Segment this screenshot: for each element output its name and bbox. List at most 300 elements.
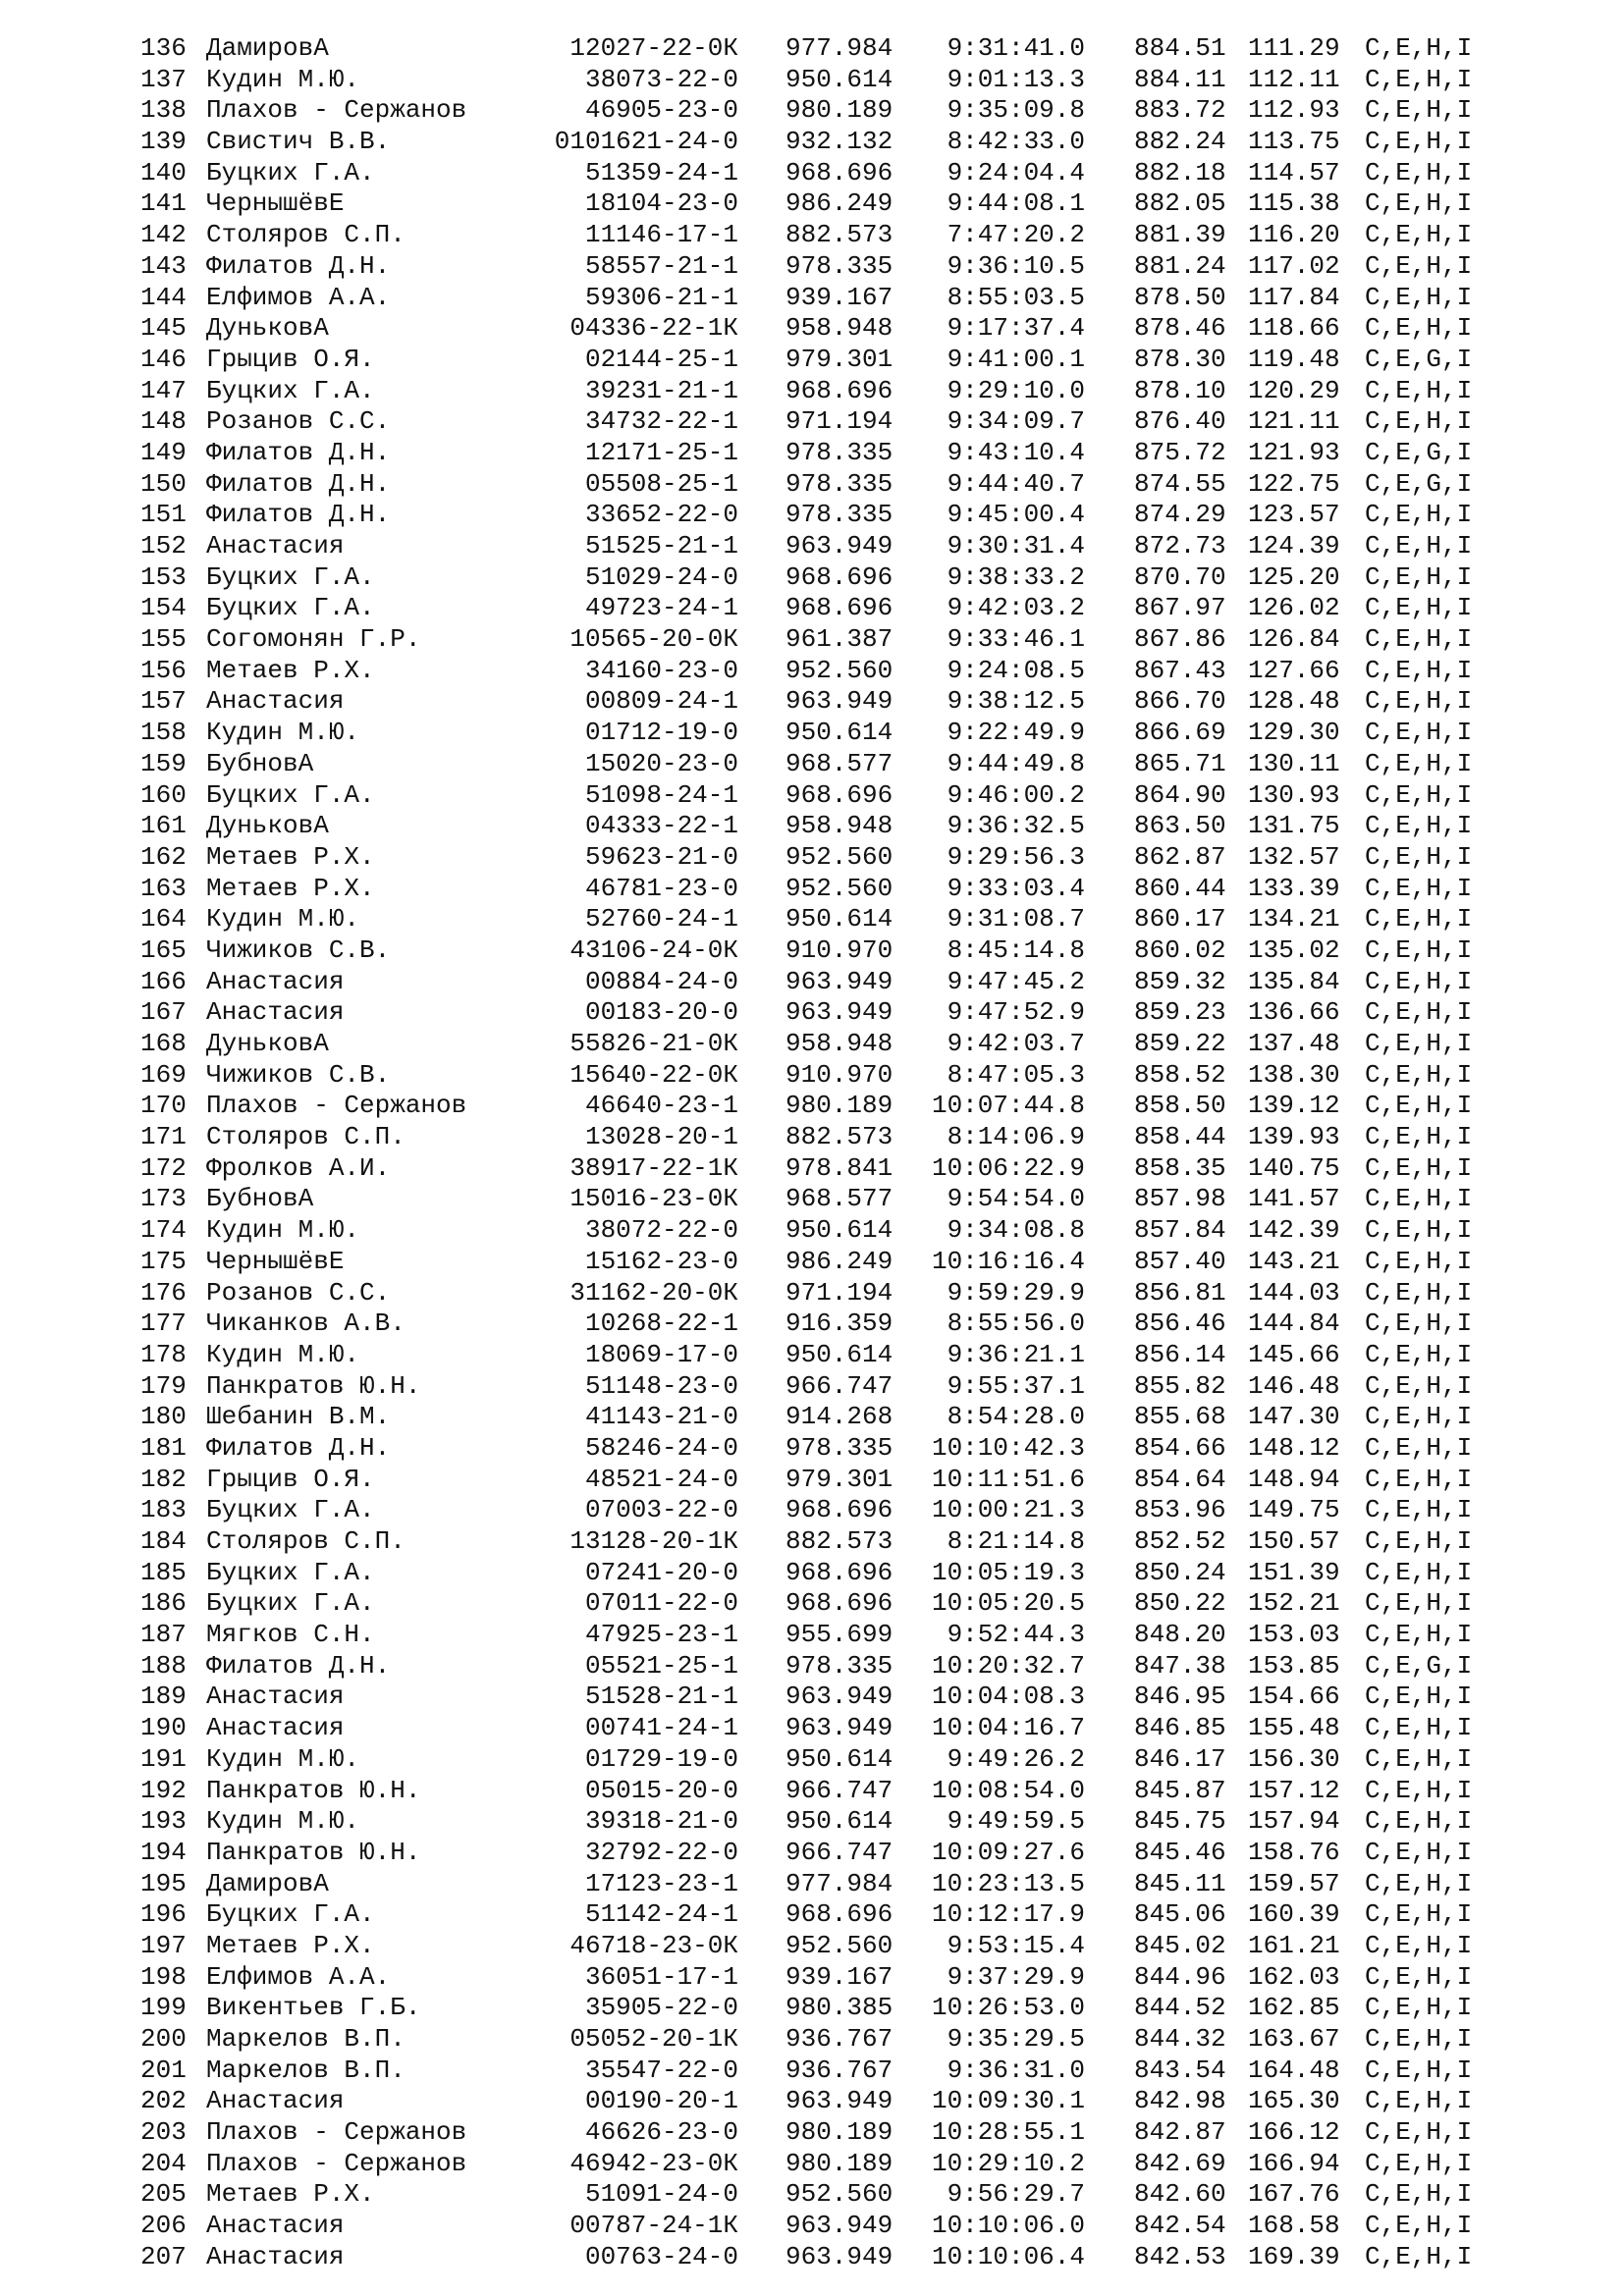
place-number: 177: [140, 1308, 187, 1339]
fancier-name: Столяров С.П.: [206, 1526, 406, 1556]
points: 166.94: [1248, 2148, 1340, 2178]
points: 160.39: [1248, 1899, 1340, 1930]
distance: 977.984: [785, 1868, 893, 1898]
fancier-name: Анастасия: [206, 966, 345, 996]
points: 152.21: [1248, 1588, 1340, 1619]
flight-time: 8:14:06.9: [947, 1122, 1085, 1152]
fancier-name: Филатов Д.Н.: [206, 1432, 391, 1463]
points: 114.57: [1248, 157, 1340, 187]
place-number: 149: [140, 437, 187, 467]
fancier-name: ДамировА: [206, 1868, 329, 1898]
speed: 874.55: [1134, 468, 1226, 499]
table-row: [0, 997, 1624, 1029]
category-flags: C,E,H,I: [1365, 779, 1473, 810]
flight-time: 10:20:32.7: [931, 1650, 1085, 1681]
fancier-name: Елфимов А.А.: [206, 1961, 391, 1992]
flight-time: 9:29:10.0: [947, 375, 1085, 405]
distance: 936.767: [785, 2055, 893, 2085]
points: 138.30: [1248, 1059, 1340, 1090]
place-number: 198: [140, 1961, 187, 1992]
fancier-name: Шебанин В.М.: [206, 1402, 391, 1432]
fancier-name: Чиканков А.В.: [206, 1308, 406, 1339]
distance: 939.167: [785, 1961, 893, 1992]
place-number: 204: [140, 2148, 187, 2178]
points: 144.03: [1248, 1277, 1340, 1308]
distance: 952.560: [785, 841, 893, 872]
ring-number: 07003-22-0: [584, 1495, 738, 1525]
distance: 979.301: [785, 1464, 893, 1494]
ring-number: 10565-20-0К: [569, 624, 738, 655]
fancier-name: Кудин М.Ю.: [206, 1743, 360, 1774]
points: 123.57: [1248, 500, 1340, 530]
points: 130.93: [1248, 779, 1340, 810]
category-flags: C,E,H,I: [1365, 1246, 1473, 1276]
place-number: 168: [140, 1029, 187, 1058]
flight-time: 9:52:44.3: [947, 1620, 1085, 1650]
flight-time: 9:29:56.3: [947, 841, 1085, 872]
ring-number: 05508-25-1: [584, 468, 738, 499]
flight-time: 9:36:32.5: [947, 811, 1085, 841]
place-number: 173: [140, 1184, 187, 1214]
flight-time: 9:43:10.4: [947, 437, 1085, 467]
points: 135.84: [1248, 966, 1340, 996]
points: 164.48: [1248, 2055, 1340, 2085]
flight-time: 10:00:21.3: [931, 1495, 1085, 1525]
fancier-name: Буцких Г.А.: [206, 1899, 375, 1930]
flight-time: 8:45:14.8: [947, 934, 1085, 965]
flight-time: 10:16:16.4: [931, 1246, 1085, 1276]
place-number: 143: [140, 250, 187, 281]
ring-number: 00884-24-0: [584, 966, 738, 996]
category-flags: C,E,H,I: [1365, 1432, 1473, 1463]
distance: 914.268: [785, 1402, 893, 1432]
ring-number: 43106-24-0К: [569, 934, 738, 965]
distance: 952.560: [785, 655, 893, 685]
table-row: [0, 1931, 1624, 1962]
speed: 854.66: [1134, 1432, 1226, 1463]
place-number: 172: [140, 1152, 187, 1183]
fancier-name: Кудин М.Ю.: [206, 64, 360, 94]
category-flags: C,E,H,I: [1365, 1215, 1473, 1246]
flight-time: 9:42:03.2: [947, 593, 1085, 623]
category-flags: C,E,H,I: [1365, 1837, 1473, 1867]
table-row: [0, 1402, 1624, 1433]
fancier-name: Плахов - Сержанов: [206, 95, 467, 126]
place-number: 194: [140, 1837, 187, 1867]
ring-number: 00741-24-1: [584, 1713, 738, 1743]
place-number: 187: [140, 1620, 187, 1650]
fancier-name: Буцких Г.А.: [206, 779, 375, 810]
ring-number: 05052-20-1К: [569, 2024, 738, 2054]
table-row: [0, 1495, 1624, 1526]
flight-time: 9:44:40.7: [947, 468, 1085, 499]
speed: 858.44: [1134, 1122, 1226, 1152]
fancier-name: Филатов Д.Н.: [206, 1650, 391, 1681]
distance: 980.189: [785, 2148, 893, 2178]
flight-time: 9:41:00.1: [947, 344, 1085, 374]
points: 117.84: [1248, 282, 1340, 312]
fancier-name: Согомонян Г.Р.: [206, 624, 421, 655]
fancier-name: Плахов - Сержанов: [206, 2117, 467, 2148]
category-flags: C,E,H,I: [1365, 1557, 1473, 1587]
place-number: 189: [140, 1682, 187, 1712]
points: 131.75: [1248, 811, 1340, 841]
table-row: [0, 2211, 1624, 2242]
place-number: 170: [140, 1091, 187, 1121]
distance: 980.385: [785, 1993, 893, 2023]
fancier-name: Анастасия: [206, 1713, 345, 1743]
distance: 966.747: [785, 1370, 893, 1401]
fancier-name: Анастасия: [206, 2211, 345, 2241]
table-row: [0, 1091, 1624, 1122]
flight-time: 9:34:08.8: [947, 1215, 1085, 1246]
fancier-name: ЧернышёвЕ: [206, 188, 345, 219]
category-flags: C,E,H,I: [1365, 1091, 1473, 1121]
ring-number: 51525-21-1: [584, 531, 738, 561]
speed: 854.64: [1134, 1464, 1226, 1494]
category-flags: C,E,G,I: [1365, 437, 1473, 467]
category-flags: C,E,H,I: [1365, 1775, 1473, 1805]
distance: 986.249: [785, 188, 893, 219]
flight-time: 9:31:41.0: [947, 33, 1085, 63]
ring-number: 51148-23-0: [584, 1370, 738, 1401]
category-flags: C,E,G,I: [1365, 344, 1473, 374]
place-number: 162: [140, 841, 187, 872]
flight-time: 9:46:00.2: [947, 779, 1085, 810]
speed: 842.53: [1134, 2241, 1226, 2271]
ring-number: 12171-25-1: [584, 437, 738, 467]
fancier-name: Фролков А.И.: [206, 1152, 391, 1183]
place-number: 163: [140, 873, 187, 903]
distance: 910.970: [785, 934, 893, 965]
place-number: 179: [140, 1370, 187, 1401]
speed: 878.46: [1134, 313, 1226, 344]
flight-time: 9:37:29.9: [947, 1961, 1085, 1992]
category-flags: C,E,H,I: [1365, 313, 1473, 344]
distance: 952.560: [785, 1930, 893, 1960]
category-flags: C,E,H,I: [1365, 95, 1473, 126]
place-number: 159: [140, 748, 187, 778]
distance: 968.696: [785, 593, 893, 623]
place-number: 148: [140, 406, 187, 437]
flight-time: 9:35:09.8: [947, 95, 1085, 126]
speed: 867.86: [1134, 624, 1226, 655]
points: 126.84: [1248, 624, 1340, 655]
table-row: [0, 158, 1624, 189]
speed: 855.68: [1134, 1402, 1226, 1432]
flight-time: 10:09:27.6: [931, 1837, 1085, 1867]
distance: 952.560: [785, 2179, 893, 2210]
place-number: 153: [140, 561, 187, 592]
ring-number: 13128-20-1К: [569, 1526, 738, 1556]
category-flags: C,E,H,I: [1365, 33, 1473, 63]
place-number: 138: [140, 95, 187, 126]
distance: 910.970: [785, 1059, 893, 1090]
distance: 966.747: [785, 1775, 893, 1805]
ring-number: 39318-21-0: [584, 1806, 738, 1837]
ring-number: 18104-23-0: [584, 188, 738, 219]
fancier-name: Чижиков С.В.: [206, 934, 391, 965]
table-row: [0, 1620, 1624, 1651]
points: 163.67: [1248, 2024, 1340, 2054]
points: 127.66: [1248, 655, 1340, 685]
points: 112.93: [1248, 95, 1340, 126]
table-row: [0, 1122, 1624, 1153]
fancier-name: Розанов С.С.: [206, 406, 391, 437]
fancier-name: Филатов Д.Н.: [206, 250, 391, 281]
table-row: [0, 624, 1624, 656]
table-row: [0, 1340, 1624, 1371]
distance: 978.335: [785, 437, 893, 467]
table-row: [0, 1526, 1624, 1558]
category-flags: C,E,H,I: [1365, 1588, 1473, 1619]
table-row: [0, 127, 1624, 158]
table-row: [0, 780, 1624, 812]
flight-time: 8:21:14.8: [947, 1526, 1085, 1556]
place-number: 166: [140, 966, 187, 996]
category-flags: C,E,H,I: [1365, 500, 1473, 530]
distance: 980.189: [785, 2117, 893, 2148]
fancier-name: Филатов Д.Н.: [206, 437, 391, 467]
table-row: [0, 2024, 1624, 2056]
place-number: 174: [140, 1215, 187, 1246]
flight-time: 9:44:49.8: [947, 748, 1085, 778]
place-number: 202: [140, 2086, 187, 2116]
points: 126.02: [1248, 593, 1340, 623]
place-number: 182: [140, 1464, 187, 1494]
points: 116.20: [1248, 220, 1340, 250]
fancier-name: Чижиков С.В.: [206, 1059, 391, 1090]
fancier-name: Анастасия: [206, 531, 345, 561]
category-flags: C,E,H,I: [1365, 1339, 1473, 1369]
ring-number: 48521-24-0: [584, 1464, 738, 1494]
flight-time: 9:38:33.2: [947, 561, 1085, 592]
ring-number: 01729-19-0: [584, 1743, 738, 1774]
ring-number: 00809-24-1: [584, 686, 738, 717]
ring-number: 00183-20-0: [584, 997, 738, 1028]
place-number: 206: [140, 2211, 187, 2241]
fancier-name: Свистич В.В.: [206, 127, 391, 157]
table-row: [0, 1153, 1624, 1185]
distance: 882.573: [785, 1122, 893, 1152]
points: 150.57: [1248, 1526, 1340, 1556]
speed: 856.81: [1134, 1277, 1226, 1308]
category-flags: C,E,H,I: [1365, 1184, 1473, 1214]
place-number: 195: [140, 1868, 187, 1898]
speed: 846.95: [1134, 1682, 1226, 1712]
ring-number: 04333-22-1: [584, 811, 738, 841]
table-row: [0, 1962, 1624, 1994]
category-flags: C,E,H,I: [1365, 1961, 1473, 1992]
flight-time: 10:23:13.5: [931, 1868, 1085, 1898]
distance: 955.699: [785, 1620, 893, 1650]
fancier-name: Кудин М.Ю.: [206, 718, 360, 748]
place-number: 146: [140, 344, 187, 374]
ring-number: 46640-23-1: [584, 1091, 738, 1121]
ring-number: 13028-20-1: [584, 1122, 738, 1152]
points: 130.11: [1248, 748, 1340, 778]
flight-time: 8:42:33.0: [947, 127, 1085, 157]
speed: 845.75: [1134, 1806, 1226, 1837]
distance: 968.696: [785, 375, 893, 405]
table-row: [0, 531, 1624, 562]
points: 146.48: [1248, 1370, 1340, 1401]
flight-time: 10:26:53.0: [931, 1993, 1085, 2023]
speed: 858.35: [1134, 1152, 1226, 1183]
flight-time: 10:11:51.6: [931, 1464, 1085, 1494]
fancier-name: БубновА: [206, 1184, 314, 1214]
category-flags: C,E,H,I: [1365, 624, 1473, 655]
speed: 844.52: [1134, 1993, 1226, 2023]
fancier-name: Буцких Г.А.: [206, 157, 375, 187]
fancier-name: Плахов - Сержанов: [206, 2148, 467, 2178]
fancier-name: Маркелов В.П.: [206, 2055, 406, 2085]
place-number: 188: [140, 1650, 187, 1681]
table-row: [0, 935, 1624, 967]
points: 125.20: [1248, 561, 1340, 592]
speed: 867.97: [1134, 593, 1226, 623]
speed: 866.69: [1134, 718, 1226, 748]
category-flags: C,E,H,I: [1365, 904, 1473, 934]
table-row: [0, 1558, 1624, 1589]
flight-time: 10:29:10.2: [931, 2148, 1085, 2178]
speed: 846.17: [1134, 1743, 1226, 1774]
fancier-name: Анастасия: [206, 2241, 345, 2271]
ring-number: 46942-23-0К: [569, 2148, 738, 2178]
speed: 878.50: [1134, 282, 1226, 312]
table-row: [0, 811, 1624, 842]
fancier-name: Метаев Р.Х.: [206, 2179, 375, 2210]
table-row: [0, 1682, 1624, 1713]
speed: 858.50: [1134, 1091, 1226, 1121]
fancier-name: Анастасия: [206, 997, 345, 1028]
ring-number: 55826-21-0К: [569, 1029, 738, 1058]
place-number: 178: [140, 1339, 187, 1369]
flight-time: 9:31:08.7: [947, 904, 1085, 934]
speed: 859.32: [1134, 966, 1226, 996]
speed: 845.02: [1134, 1930, 1226, 1960]
ring-number: 46781-23-0: [584, 873, 738, 903]
speed: 848.20: [1134, 1620, 1226, 1650]
place-number: 201: [140, 2055, 187, 2085]
table-row: [0, 1433, 1624, 1465]
flight-time: 9:22:49.9: [947, 718, 1085, 748]
points: 167.76: [1248, 2179, 1340, 2210]
speed: 882.18: [1134, 157, 1226, 187]
ring-number: 01712-19-0: [584, 718, 738, 748]
speed: 856.46: [1134, 1308, 1226, 1339]
flight-time: 9:17:37.4: [947, 313, 1085, 344]
speed: 846.85: [1134, 1713, 1226, 1743]
flight-time: 9:36:10.5: [947, 250, 1085, 281]
flight-time: 9:56:29.7: [947, 2179, 1085, 2210]
category-flags: C,E,H,I: [1365, 1930, 1473, 1960]
table-row: [0, 33, 1624, 65]
table-row: [0, 65, 1624, 96]
flight-time: 9:24:08.5: [947, 655, 1085, 685]
table-row: [0, 686, 1624, 718]
category-flags: C,E,H,I: [1365, 1029, 1473, 1058]
flight-time: 9:33:03.4: [947, 873, 1085, 903]
table-row: [0, 469, 1624, 501]
distance: 978.335: [785, 500, 893, 530]
place-number: 141: [140, 188, 187, 219]
category-flags: C,E,H,I: [1365, 1713, 1473, 1743]
category-flags: C,E,H,I: [1365, 2086, 1473, 2116]
speed: 870.70: [1134, 561, 1226, 592]
place-number: 158: [140, 718, 187, 748]
fancier-name: Буцких Г.А.: [206, 1557, 375, 1587]
category-flags: C,E,H,I: [1365, 1682, 1473, 1712]
points: 169.39: [1248, 2241, 1340, 2271]
fancier-name: ЧернышёвЕ: [206, 1246, 345, 1276]
flight-time: 10:12:17.9: [931, 1899, 1085, 1930]
distance: 963.949: [785, 997, 893, 1028]
category-flags: C,E,H,I: [1365, 1277, 1473, 1308]
place-number: 161: [140, 811, 187, 841]
category-flags: C,E,H,I: [1365, 1806, 1473, 1837]
table-row: [0, 562, 1624, 594]
fancier-name: ДуньковА: [206, 811, 329, 841]
ring-number: 59306-21-1: [584, 282, 738, 312]
table-row: [0, 1588, 1624, 1620]
table-row: [0, 1371, 1624, 1403]
ring-number: 00787-24-1К: [569, 2211, 738, 2241]
category-flags: C,E,H,I: [1365, 157, 1473, 187]
category-flags: C,E,H,I: [1365, 841, 1473, 872]
category-flags: C,E,H,I: [1365, 1868, 1473, 1898]
table-row: [0, 406, 1624, 438]
points: 157.94: [1248, 1806, 1340, 1837]
ring-number: 38072-22-0: [584, 1215, 738, 1246]
distance: 958.948: [785, 1029, 893, 1058]
speed: 843.54: [1134, 2055, 1226, 2085]
category-flags: C,E,H,I: [1365, 561, 1473, 592]
points: 113.75: [1248, 127, 1340, 157]
fancier-name: Панкратов Ю.Н.: [206, 1837, 421, 1867]
place-number: 186: [140, 1588, 187, 1619]
table-row: [0, 718, 1624, 749]
flight-time: 10:05:19.3: [931, 1557, 1085, 1587]
speed: 876.40: [1134, 406, 1226, 437]
points: 148.12: [1248, 1432, 1340, 1463]
results-table: [0, 33, 1624, 2273]
speed: 842.98: [1134, 2086, 1226, 2116]
flight-time: 9:36:21.1: [947, 1339, 1085, 1369]
speed: 857.84: [1134, 1215, 1226, 1246]
points: 162.03: [1248, 1961, 1340, 1992]
fancier-name: Маркелов В.П.: [206, 2024, 406, 2054]
points: 137.48: [1248, 1029, 1340, 1058]
place-number: 142: [140, 220, 187, 250]
place-number: 137: [140, 64, 187, 94]
category-flags: C,E,H,I: [1365, 1122, 1473, 1152]
ring-number: 35905-22-0: [584, 1993, 738, 2023]
ring-number: 49723-24-1: [584, 593, 738, 623]
distance: 968.696: [785, 779, 893, 810]
place-number: 190: [140, 1713, 187, 1743]
flight-time: 10:10:06.0: [931, 2211, 1085, 2241]
speed: 883.72: [1134, 95, 1226, 126]
speed: 844.96: [1134, 1961, 1226, 1992]
points: 151.39: [1248, 1557, 1340, 1587]
flight-time: 9:45:00.4: [947, 500, 1085, 530]
flight-time: 10:10:42.3: [931, 1432, 1085, 1463]
ring-number: 38917-22-1К: [569, 1152, 738, 1183]
points: 128.48: [1248, 686, 1340, 717]
category-flags: C,E,H,I: [1365, 1495, 1473, 1525]
ring-number: 17123-23-1: [584, 1868, 738, 1898]
